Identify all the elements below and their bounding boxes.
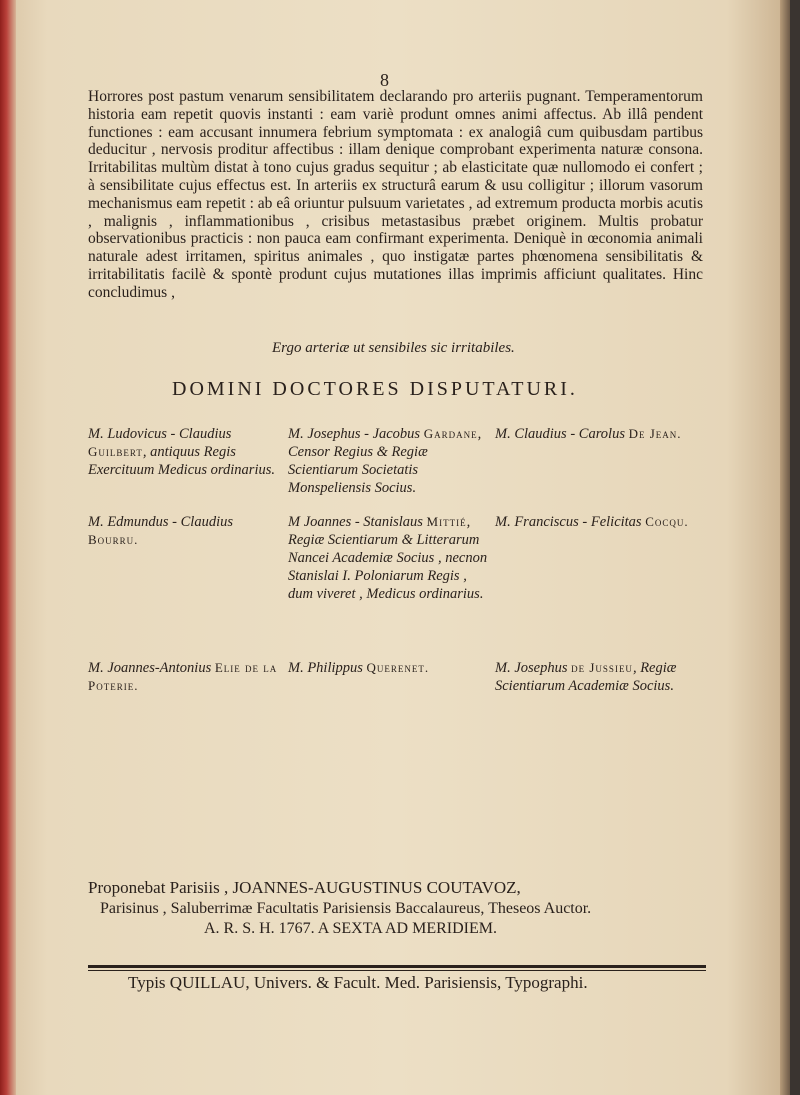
doctor-detail: , Regiæ Scientiarum Academiæ Socius. — [495, 660, 677, 694]
binding-edge — [0, 0, 16, 1095]
doctor-entry — [288, 425, 488, 497]
doctor-detail: , Censor Regius & Regiæ Scientiarum Societatis Monspeliensis Socius. — [288, 426, 482, 496]
doctor-name: M. Ludovicus - Claudius — [88, 426, 232, 442]
doctor-detail: , Regiæ Scientiarum & Litterarum Nancei Academiæ Socius , necnon Stanislai I. Poloniarum Regis , dum viveret , Medicus ordinarius. — [288, 514, 488, 602]
proponebat-line-1: Proponebat Parisiis , JOANNES-AUGUSTINUS COUTAVOZ, — [88, 878, 521, 897]
doctor-entry — [495, 513, 705, 531]
printer-line: Typis QUILLAU, Univers. & Facult. Med. Parisiensis, Typographi. — [128, 973, 588, 992]
doctor-entry — [88, 659, 278, 695]
doctor-entry — [495, 659, 705, 695]
page-edge — [780, 0, 790, 1095]
doctor-entry — [495, 425, 705, 443]
doctor-entry — [88, 425, 278, 479]
doctor-entry — [288, 513, 488, 603]
doctor-surname: Guilbert — [88, 444, 143, 459]
doctor-surname: Mittié — [426, 514, 467, 529]
body-paragraph — [88, 88, 703, 302]
double-rule-thick — [88, 965, 706, 968]
doctor-detail: , antiquus Regis Exercituum Medicus ordinarius. — [88, 444, 275, 478]
doctor-name: M. Josephus - Jacobus — [288, 426, 421, 442]
double-rule-thin — [88, 970, 706, 971]
doctor-name: M. Josephus — [495, 660, 568, 676]
doctor-name: M. Edmundus - Claudius — [88, 514, 233, 530]
doctor-surname: de Jussieu — [571, 660, 633, 675]
body-text: Horrores post pastum venarum sensibilitatem declarando pro arteriis pugnant. Temperamentorum historia eam repetit quovis instanti : eam variè produnt omnes animi affectus. Ab illâ pendent functiones : eam accusant innumera febrium symptomata : ex analogiâ cum quibusdam partibus deducitur , nervosis proditur affectibus : illam denique comprobant experimenta naturæ consona. Irritabilitas multùm distat à tono cujus gradus sequitur ; ab elasticitate quæ nullomodo ei confert ; à sensibilitate cujus effectus est. In arteriis ex structurâ earum & usu colligitur ; illorum vasorum mechanismus eam repetit : ab eâ oriuntur pulsuum varietates , ad extremum producta morbis acutis , malignis , inflammationibus , crisibus metastasibus præbet originem. Multis probatur observationibus practicis : non pauca eam confirmant experimenta. Deniquè in œconomia animali naturale adest irritamen, spiritus animales , quo instigatæ partes phœnomena sensibilitatis & irritabilitatis facilè & spontè produnt cujus mutationes illas imprimis afficiunt qualitates. Hinc concludimus , — [88, 88, 703, 301]
doctor-surname: Querenet. — [366, 660, 430, 675]
doctor-entry — [288, 659, 488, 677]
doctor-surname: Cocqu. — [645, 514, 689, 529]
doctor-name: M. Philippus — [288, 660, 363, 676]
conclusion-line: Ergo arteriæ ut sensibiles sic irritabiles. — [272, 340, 515, 356]
doctor-surname: Elie de la Poterie. — [88, 660, 278, 693]
doctor-surname: De Jean. — [628, 426, 682, 441]
proponebat-line-3: A. R. S. H. 1767. A SEXTA AD MERIDIEM. — [204, 920, 497, 937]
page-number: 8 — [380, 70, 389, 90]
doctor-name: M. Joannes-Antonius — [88, 660, 212, 676]
doctor-entry — [88, 513, 278, 549]
proponebat-line-2: Parisinus , Saluberrimæ Facultatis Parisiensis Baccalaureus, Theseos Auctor. — [100, 900, 592, 917]
doctor-name: M Joannes - Stanislaus — [288, 514, 423, 530]
doctor-name: M. Claudius - Carolus — [495, 426, 625, 442]
doctor-surname: Bourru. — [88, 532, 139, 547]
doctor-surname: Gardane — [423, 426, 478, 441]
doctor-name: M. Franciscus - Felicitas — [495, 514, 642, 530]
section-heading: DOMINI DOCTORES DISPUTATURI. — [172, 378, 578, 400]
